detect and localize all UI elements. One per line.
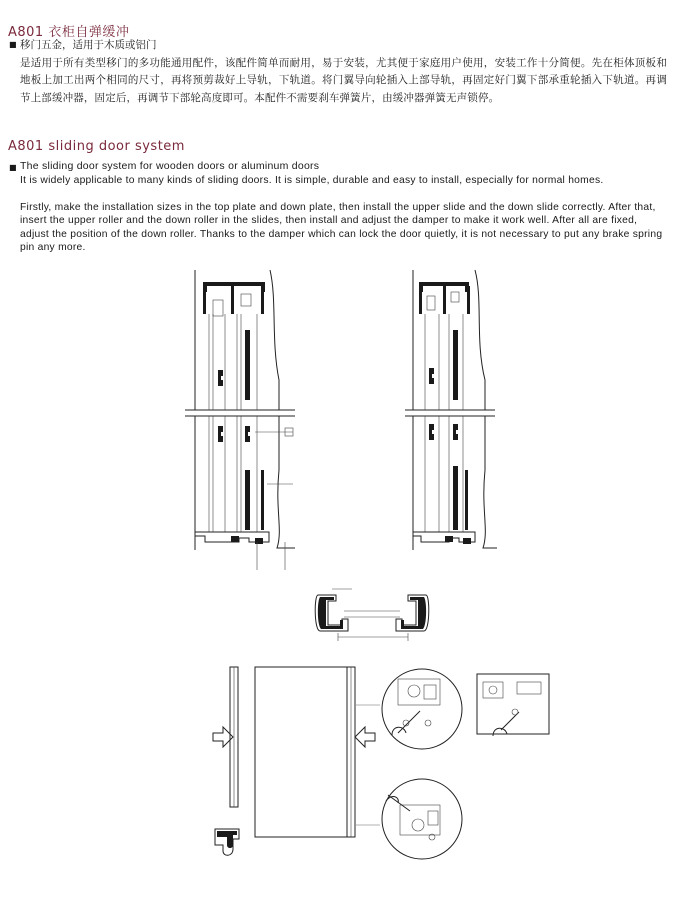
upper-roller-detail [378,665,468,755]
damper-detail [475,672,555,752]
en-paragraph-2: Firstly, make the installation sizes in the top plate and down plate, then install the upper slide and the down slide correctly. After that, insert the upper roller and the down roller in the slides, then install and adjust the damper to make it work well. After all are fixed, adjust the position of the down roller. Thanks to the damper which can lock the door quietly, it is not necessary to put any brake spring pin any more. [20,202,663,253]
cn-paragraph: 是适用于所有类型移门的多功能通用配件，该配件简单而耐用，易于安装，尤其便于家庭用户使用，安装工作十分简便。先在柜体顶板和地板上加工出两个相同的尺寸，再将预剪裁好上导轨，下轨道。将门翼导向轮插入上部导轨，再固定好门翼下部承重轮插入下轨道。再调节上部缓冲器，固定后，再调节下部轮高度即可。本配件不需要刹车弹簧片，由缓冲器弹簧无声锁停。 [20,57,667,104]
left-section-diagram [185,270,315,580]
rail-profile-diagram [308,585,438,645]
cn-title: A801 衣柜自弹缓冲 [8,25,130,40]
right-section-diagram [405,270,535,580]
lower-roller-detail [378,775,468,865]
en-subtitle: The sliding door system for wooden doors or aluminum doors [20,160,320,172]
en-title: A801 sliding door system [8,139,185,154]
cn-subtitle: 移门五金，适用于木质或铝门 [20,39,157,51]
en-paragraph-1: It is widely applicable to many kinds of sliding doors. It is simple, durable and easy to install, especially for normal homes. [20,175,604,186]
door-installation-diagram [205,665,365,865]
bullet-icon: ■ [9,40,17,49]
bullet-icon: ■ [9,163,17,172]
